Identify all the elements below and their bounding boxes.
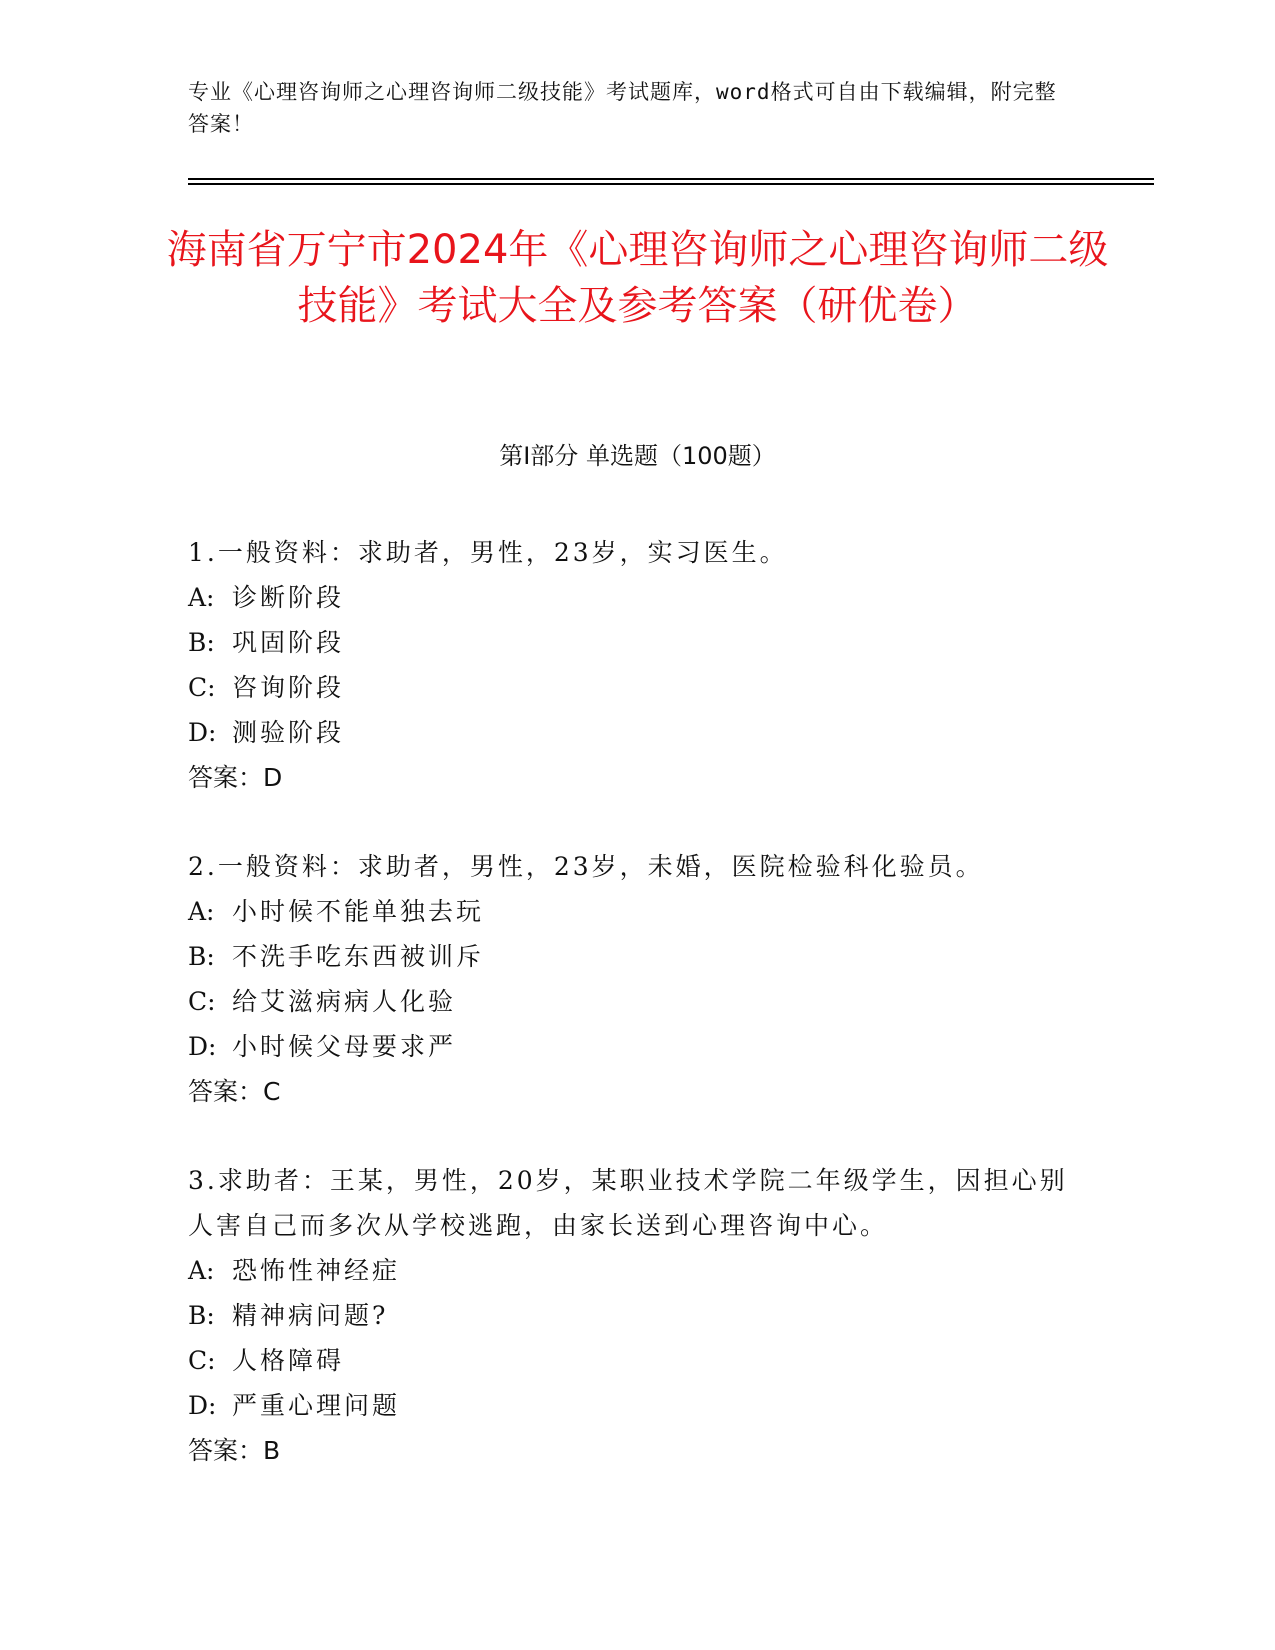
option-b	[188, 1293, 1088, 1338]
option-key: C:	[188, 1346, 216, 1375]
option-key: A:	[188, 897, 215, 926]
option-c	[188, 665, 1088, 710]
option-key: D:	[188, 1391, 217, 1420]
header-rule-bottom	[188, 183, 1154, 185]
option-c	[188, 1338, 1088, 1383]
option-key: A:	[188, 1256, 215, 1285]
option-a	[188, 889, 1088, 934]
option-text: 咨询阶段	[232, 673, 345, 702]
option-key: C:	[188, 673, 216, 702]
option-text: 小时候不能单独去玩	[232, 897, 485, 926]
option-text: 给艾滋病病人化验	[232, 987, 457, 1016]
answer-line: 答案：B	[188, 1436, 281, 1465]
question-stem: 3.求助者：王某，男性，20岁，某职业技术学院二年级学生，因担心别人害自己而多次从学校逃跑，由家长送到心理咨询中心。	[188, 1166, 1068, 1240]
question-stem: 1.一般资料：求助者，男性，23岁，实习医生。	[188, 538, 788, 567]
option-a	[188, 575, 1088, 620]
question-item	[188, 1158, 1088, 1473]
option-d	[188, 710, 1088, 755]
option-text: 诊断阶段	[232, 583, 345, 612]
answer-line: 答案：C	[188, 1077, 281, 1106]
option-c	[188, 979, 1088, 1024]
option-key: A:	[188, 583, 215, 612]
option-text: 巩固阶段	[232, 628, 345, 657]
option-a	[188, 1248, 1088, 1293]
question-item	[188, 530, 1088, 800]
option-b	[188, 934, 1088, 979]
question-item	[188, 844, 1088, 1114]
option-key: D:	[188, 718, 217, 747]
option-key: D:	[188, 1032, 217, 1061]
option-text: 小时候父母要求严	[232, 1032, 457, 1061]
option-text: 不洗手吃东西被训斥	[232, 942, 485, 971]
header-note: 专业《心理咨询师之心理咨询师二级技能》考试题库，word格式可自由下载编辑，附完整答案！	[188, 80, 1057, 136]
option-d	[188, 1383, 1088, 1428]
option-text: 测验阶段	[232, 718, 345, 747]
option-d	[188, 1024, 1088, 1069]
option-text: 人格障碍	[232, 1346, 345, 1375]
question-list	[188, 530, 1088, 1517]
option-key: B:	[188, 628, 215, 657]
option-text: 精神病问题?	[232, 1301, 389, 1330]
option-text: 严重心理问题	[232, 1391, 401, 1420]
header-rule-top	[188, 178, 1154, 180]
answer-line: 答案：D	[188, 763, 283, 792]
question-stem: 2.一般资料：求助者，男性，23岁，未婚，医院检验科化验员。	[188, 852, 984, 881]
option-key: B:	[188, 942, 215, 971]
document-title: 海南省万宁市2024年《心理咨询师之心理咨询师二级技能》考试大全及参考答案（研优卷）	[166, 227, 1109, 329]
option-key: C:	[188, 987, 216, 1016]
option-b	[188, 620, 1088, 665]
option-text: 恐怖性神经症	[232, 1256, 401, 1285]
section-title: 第Ⅰ部分 单选题（100题）	[499, 442, 776, 470]
option-key: B:	[188, 1301, 215, 1330]
